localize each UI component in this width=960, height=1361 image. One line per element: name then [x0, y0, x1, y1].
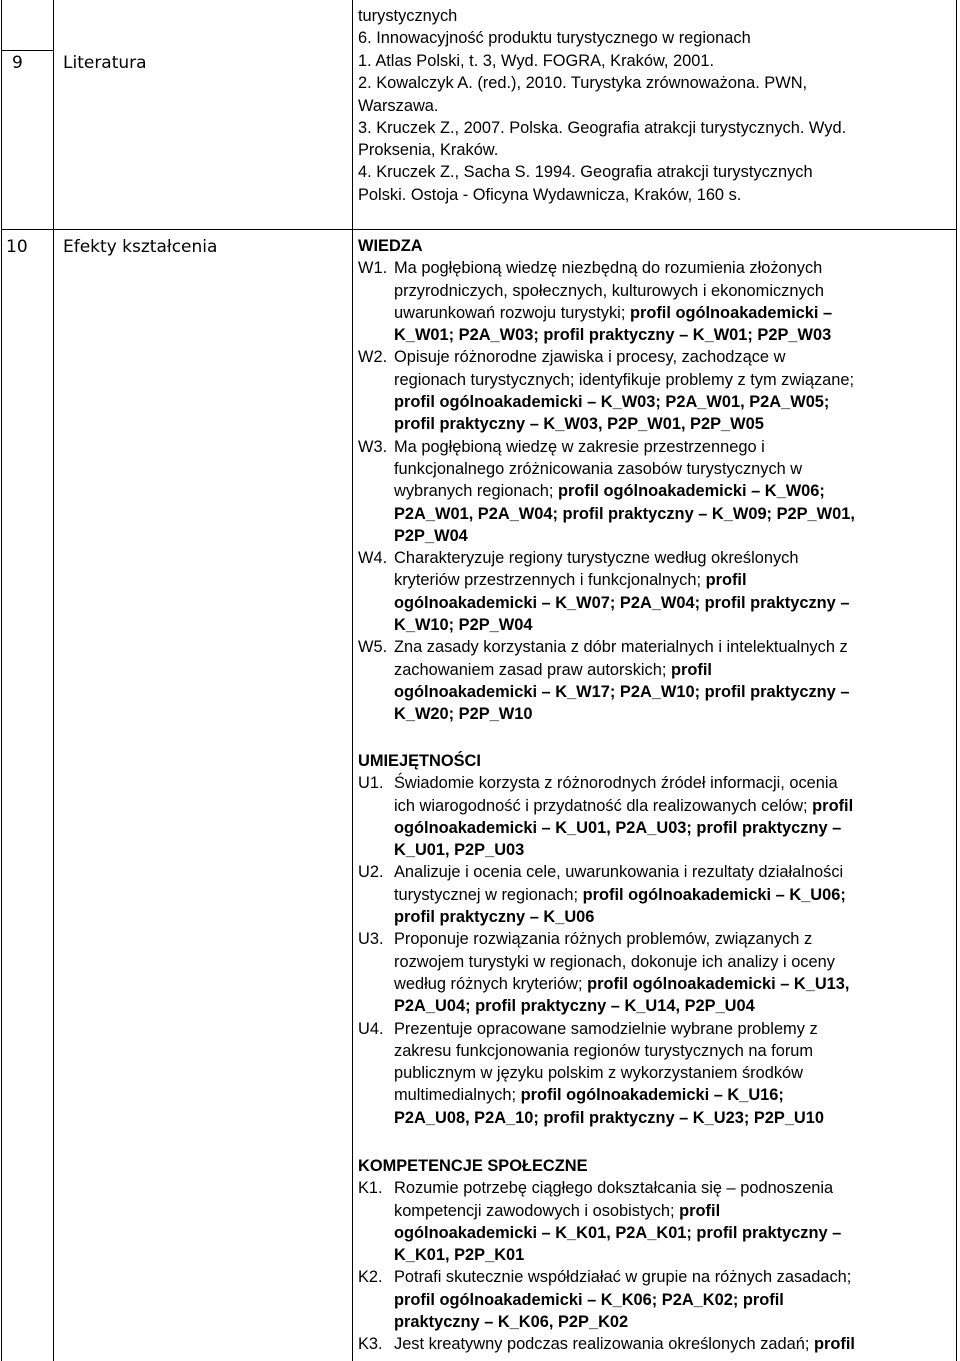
outcome-line — [358, 659, 948, 681]
outcome-reference: P2A_U04; profil praktyczny – K_U14, P2P_U04 — [394, 997, 755, 1016]
literature-list — [358, 50, 948, 206]
outcome-line — [358, 884, 948, 906]
outcome-line — [358, 324, 948, 346]
outcome-text: Proponuje rozwiązania różnych problemów, związanych z — [394, 930, 813, 949]
outcome-line — [358, 681, 948, 703]
outcome-code: K1. — [358, 1179, 383, 1198]
outcome-first-line — [358, 928, 948, 950]
row-label-literatura: Literatura — [63, 53, 147, 73]
outcome-text: Jest kreatywny podczas realizowania określonych zadań; — [394, 1335, 814, 1354]
outcome-reference: profil — [679, 1201, 721, 1220]
literature-entry: Warszawa. — [358, 96, 439, 115]
literature-entry: Proksenia, Kraków. — [358, 141, 499, 160]
outcome-code: W1. — [358, 259, 388, 278]
row-label-efekty: Efekty kształcenia — [63, 237, 218, 257]
literature-entry: 3. Kruczek Z., 2007. Polska. Geografia atrakcji turystycznych. Wyd. — [358, 118, 847, 137]
outcome-reference: profil praktyczny – K_W03, P2P_W01, P2P_W05 — [394, 415, 764, 434]
outcome-text: Opisuje różnorodne zjawiska i procesy, zachodzące w — [394, 348, 786, 367]
outcome-reference: ogólnoakademicki – K_K01, P2A_K01; profil praktyczny – — [394, 1223, 842, 1242]
outcome-line — [358, 614, 948, 636]
outcome-line — [358, 1040, 948, 1062]
outcome-code: U4. — [358, 1019, 384, 1038]
outcome-text: Ma pogłębioną wiedzę niezbędną do rozumienia złożonych — [394, 259, 823, 278]
outcome-line — [358, 413, 948, 435]
outcome-line — [358, 906, 948, 928]
outcome-text: publicznym w języku polskim z wykorzystaniem środków — [394, 1064, 803, 1083]
outcome-text: rozwojem turystyki w regionach, dokonuje ich analizy i oceny — [394, 952, 835, 971]
outcome-text: Potrafi skutecznie współdziałać w grupie na różnych zasadach; — [394, 1268, 852, 1287]
outcome-reference: profil — [705, 571, 747, 590]
outcome-reference: K_W01; P2A_W03; profil praktyczny – K_W01; P2P_W03 — [394, 326, 832, 345]
outcome-reference: ogólnoakademicki – K_W07; P2A_W04; profil praktyczny – — [394, 593, 850, 612]
outcome-reference: profil ogólnoakademicki – K_W06; — [558, 482, 825, 501]
outcome-first-line — [358, 636, 948, 658]
outcome-reference: K_U01, P2P_U03 — [394, 841, 525, 860]
outcome-text: kryteriów przestrzennych i funkcjonalnych; — [394, 571, 706, 590]
outcome-code: K2. — [358, 1268, 383, 1287]
outcome-line — [358, 369, 948, 391]
outcome-line — [358, 391, 948, 413]
text-line: 6. Innowacyjność produktu turystycznego w regionach — [358, 29, 751, 48]
outcome-text: turystycznej w regionach; — [394, 885, 583, 904]
outcome-text: regionach turystycznych; identyfikuje problemy z tym związane; — [394, 370, 855, 389]
outcome-first-line — [358, 772, 948, 794]
outcome-text: Rozumie potrzebę ciągłego dokształcania się – podnoszenia — [394, 1179, 834, 1198]
outcome-line — [358, 1107, 948, 1129]
table-left-border — [1, 0, 2, 1361]
outcome-reference: P2A_U08, P2A_10; profil praktyczny – K_U23; P2P_U10 — [394, 1108, 824, 1127]
outcome-reference: ogólnoakademicki – K_W17; P2A_W10; profil praktyczny – — [394, 682, 850, 701]
outcome-first-line — [358, 1266, 948, 1288]
outcome-line — [358, 458, 948, 480]
outcome-first-line — [358, 1177, 948, 1199]
outcome-code: W5. — [358, 638, 388, 657]
outcome-line — [358, 1244, 948, 1266]
outcome-code: W4. — [358, 549, 388, 568]
literature-entry: Polski. Ostoja - Oficyna Wydawnicza, Kraków, 160 s. — [358, 185, 742, 204]
section-wiedza — [358, 235, 948, 726]
row-number-10: 10 — [6, 237, 28, 257]
outcome-reference: profil ogólnoakademicki – K_U13, — [587, 974, 850, 993]
outcome-line — [358, 839, 948, 861]
outcome-text: Prezentuje opracowane samodzielnie wybrane problemy z — [394, 1019, 818, 1038]
outcome-text: zakresu funkcjonowania regionów turystycznych na forum — [394, 1041, 814, 1060]
section-header: UMIEJĘTNOŚCI — [358, 752, 481, 770]
outcome-code: W3. — [358, 437, 388, 456]
outcome-line — [358, 795, 948, 817]
outcome-first-line — [358, 1018, 948, 1040]
outcome-reference: P2P_W04 — [394, 526, 468, 545]
section-kompetencje — [358, 1155, 948, 1356]
section-umiejetnosci — [358, 750, 948, 1129]
outcome-line — [358, 503, 948, 525]
outcome-code: K3. — [358, 1335, 383, 1354]
column-divider-1 — [53, 0, 54, 1361]
outcome-line — [358, 1084, 948, 1106]
outcome-line — [358, 525, 948, 547]
outcome-reference: K_W10; P2P_W04 — [394, 616, 533, 635]
outcome-text: Świadomie korzysta z różnorodnych źródeł informacji, ocenia — [394, 774, 838, 793]
outcome-code: U2. — [358, 863, 384, 882]
outcome-first-line — [358, 257, 948, 279]
outcome-reference: praktyczny – K_K06, P2P_K02 — [394, 1313, 629, 1332]
outcome-line — [358, 1062, 948, 1084]
outcome-line — [358, 995, 948, 1017]
outcome-reference: profil — [670, 660, 712, 679]
outcome-first-line — [358, 861, 948, 883]
outcome-first-line — [358, 1333, 948, 1355]
outcome-reference: profil ogólnoakademicki – K_K06; P2A_K02; profil — [394, 1290, 784, 1309]
outcome-line — [358, 951, 948, 973]
section-header: KOMPETENCJE SPOŁECZNE — [358, 1157, 588, 1175]
outcome-first-line — [358, 547, 948, 569]
outcome-line — [358, 1222, 948, 1244]
outcome-reference: profil ogólnoakademicki – — [629, 303, 833, 322]
outcome-reference: K_K01, P2P_K01 — [394, 1246, 525, 1265]
outcome-text: Analizuje i ocenia cele, uwarunkowania i rezultaty działalności — [394, 863, 844, 882]
outcome-code: U1. — [358, 774, 384, 793]
row-divider-top — [1, 50, 54, 51]
row-divider-9-10 — [1, 229, 957, 230]
outcome-reference: profil — [812, 796, 854, 815]
outcome-text: wybranych regionach; — [394, 482, 558, 501]
outcome-reference: profil ogólnoakademicki – K_U06; — [582, 885, 846, 904]
outcome-text: kompetencji zawodowych i osobistych; — [394, 1201, 680, 1220]
row8-tail — [358, 5, 948, 50]
column-divider-2 — [352, 0, 353, 1361]
outcome-reference: ogólnoakademicki – K_U01, P2A_U03; profil praktyczny – — [394, 818, 842, 837]
outcome-text: ich wiarogodność i przydatność dla realizowanych celów; — [394, 796, 813, 815]
outcome-line — [358, 569, 948, 591]
outcome-reference: profil praktyczny – K_U06 — [394, 908, 595, 927]
outcome-text: uwarunkowań rozwoju turystyki; — [394, 303, 630, 322]
outcome-line — [358, 1200, 948, 1222]
outcome-text: Zna zasady korzystania z dóbr materialnych i intelektualnych z — [394, 638, 848, 657]
outcome-line — [358, 1311, 948, 1333]
outcome-text: przyrodniczych, społecznych, kulturowych i ekonomicznych — [394, 281, 824, 300]
literature-entry: 2. Kowalczyk A. (red.), 2010. Turystyka zrównoważona. PWN, — [358, 74, 808, 93]
outcome-reference: P2A_W01, P2A_W04; profil praktyczny – K_W09; P2P_W01, — [394, 504, 855, 523]
outcome-reference: profil ogólnoakademicki – K_U16; — [520, 1086, 784, 1105]
outcome-reference: K_W20; P2P_W10 — [394, 705, 533, 724]
text-line: turystycznych — [358, 7, 458, 25]
outcome-line — [358, 973, 948, 995]
outcome-text: Ma pogłębioną wiedzę w zakresie przestrzennego i — [394, 437, 765, 456]
outcome-line — [358, 817, 948, 839]
outcome-text: zachowaniem zasad praw autorskich; — [394, 660, 671, 679]
outcome-line — [358, 703, 948, 725]
outcome-text: Charakteryzuje regiony turystyczne według określonych — [394, 549, 799, 568]
outcome-line — [358, 592, 948, 614]
outcome-code: U3. — [358, 930, 384, 949]
outcome-reference: profil — [814, 1335, 855, 1354]
table-right-border — [956, 0, 957, 1361]
section-header: WIEDZA — [358, 237, 423, 255]
outcome-reference: profil ogólnoakademicki – K_W03; P2A_W01, P2A_W05; — [394, 393, 830, 412]
literature-entry: 1. Atlas Polski, t. 3, Wyd. FOGRA, Kraków, 2001. — [358, 52, 715, 70]
outcome-text: według różnych kryteriów; — [394, 974, 588, 993]
outcome-line — [358, 480, 948, 502]
outcome-first-line — [358, 436, 948, 458]
outcome-first-line — [358, 346, 948, 368]
outcome-line — [358, 302, 948, 324]
row-number-9: 9 — [12, 53, 23, 73]
outcome-text: multimedialnych; — [394, 1086, 521, 1105]
outcome-code: W2. — [358, 348, 388, 367]
outcome-line — [358, 1289, 948, 1311]
literature-entry: 4. Kruczek Z., Sacha S. 1994. Geografia atrakcji turystycznych — [358, 163, 813, 182]
outcome-text: funkcjonalnego zróżnicowania zasobów turystycznych w — [394, 459, 803, 478]
outcome-line — [358, 280, 948, 302]
